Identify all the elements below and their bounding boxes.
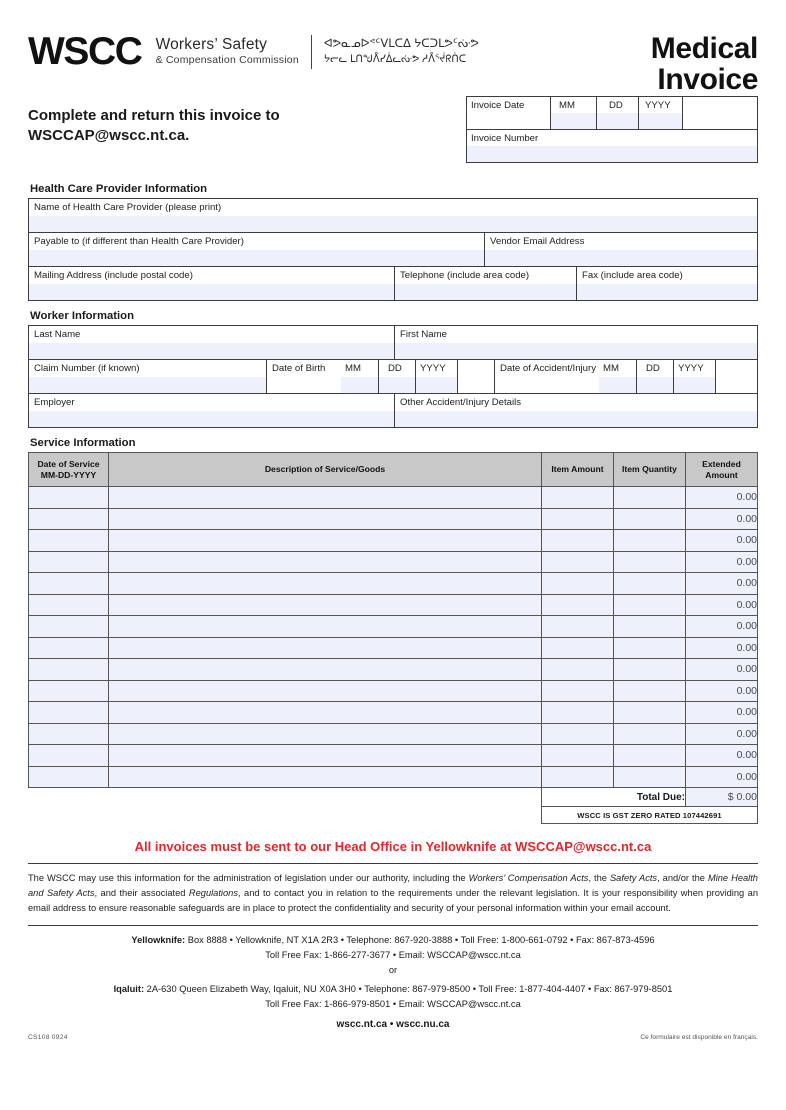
service-row-date[interactable] (29, 616, 109, 638)
dob-yyyy-input (416, 377, 457, 393)
service-row-item-quantity[interactable] (614, 508, 686, 530)
service-row-date[interactable] (29, 637, 109, 659)
provider-information-grid (28, 198, 758, 301)
return-instruction-line-1: Complete and return this invoice to (28, 107, 280, 124)
head-office-notice: All invoices must be sent to our Head Office in Yellowknife at WSCCAP@wscc.nt.ca (134, 839, 652, 854)
syllabics-line-2: ᔭᓕᓚ ᒪᑎᖑᐰᓯᐄᓚᔠᕗ ᓱᐰᕐᔫᖇᑏᑕ (323, 53, 466, 65)
french-availability-note: Ce formulaire est disponible en français. (640, 1034, 758, 1042)
invoice-date-spacer (683, 97, 757, 129)
form-code: CS108 0924 (28, 1034, 68, 1042)
service-row-extended-amount: 0.00 (686, 723, 758, 745)
logo-divider (311, 35, 312, 69)
service-row-description[interactable] (109, 508, 542, 530)
vendor-email-field[interactable] (485, 233, 757, 266)
worker-name-row (29, 326, 757, 360)
office-separator-or: or (388, 965, 398, 976)
service-row-description[interactable] (109, 702, 542, 724)
service-row-item-amount[interactable] (542, 723, 614, 745)
service-row-item-quantity[interactable] (614, 745, 686, 767)
invoice-date-mm-input (551, 113, 596, 129)
page-title-line-2: Invoice (657, 62, 758, 96)
notice-divider (28, 863, 758, 864)
service-row-description[interactable] (109, 766, 542, 788)
claim-number-field[interactable] (29, 360, 267, 393)
service-row-item-quantity[interactable] (614, 702, 686, 724)
service-row-item-amount[interactable] (542, 766, 614, 788)
service-row-item-amount[interactable] (542, 745, 614, 767)
service-row-item-amount[interactable] (542, 702, 614, 724)
service-row-description[interactable] (109, 487, 542, 509)
table-row (29, 745, 758, 767)
service-row-item-quantity[interactable] (614, 766, 686, 788)
logo-syllabics (324, 37, 479, 66)
mailing-address-field[interactable] (29, 267, 395, 300)
service-row-description[interactable] (109, 530, 542, 552)
privacy-i2: Safety Acts (609, 873, 658, 883)
fax-field[interactable] (577, 267, 757, 300)
iqaluit-line-2: Toll Free Fax: 1-866-979-8501 • Email: WSCCAP@wscc.nt.ca (265, 999, 521, 1010)
service-row-date[interactable] (29, 551, 109, 573)
privacy-p3: , and/or the (657, 873, 708, 883)
accident-date-label: Date of Accident/Injury (500, 363, 596, 374)
yellowknife-line-2: Toll Free Fax: 1-866-277-3677 • Email: WSCCAP@wscc.nt.ca (265, 950, 521, 961)
mailing-address-input (29, 284, 394, 300)
worker-section-title: Worker Information (30, 310, 134, 322)
service-row-extended-amount: 0.00 (686, 530, 758, 552)
invoice-date-dd-field[interactable] (597, 97, 639, 129)
dob-dd-label: DD (388, 363, 402, 374)
payable-to-field[interactable] (29, 233, 485, 266)
service-row-item-amount[interactable] (542, 487, 614, 509)
wscc-logo (28, 32, 479, 71)
column-date-of-service (29, 453, 109, 487)
table-row (29, 680, 758, 702)
service-row-item-amount[interactable] (542, 573, 614, 595)
service-row-item-quantity[interactable] (614, 723, 686, 745)
service-row-item-amount[interactable] (542, 594, 614, 616)
table-row (29, 551, 758, 573)
return-and-invoice-row (28, 102, 758, 174)
service-table-body (29, 487, 758, 788)
table-row (29, 659, 758, 681)
column-description: Description of Service/Goods (109, 453, 542, 487)
telephone-label: Telephone (include area code) (400, 270, 530, 281)
service-row-item-quantity[interactable] (614, 594, 686, 616)
accident-mm-label: MM (603, 363, 619, 374)
service-row-extended-amount: 0.00 (686, 508, 758, 530)
service-row-item-quantity[interactable] (614, 530, 686, 552)
service-row-extended-amount: 0.00 (686, 659, 758, 681)
total-spacer-2 (109, 788, 542, 807)
dob-mm-input (341, 377, 378, 393)
other-details-input (395, 411, 757, 427)
invoice-identification-box (466, 96, 758, 163)
column-item-amount: Item Amount (542, 453, 614, 487)
address-contact-row (29, 267, 757, 300)
service-table-head (29, 453, 758, 487)
page-title (651, 32, 758, 95)
invoice-date-yyyy-input (639, 113, 682, 129)
accident-date-label-cell (495, 360, 599, 393)
service-row-date[interactable] (29, 508, 109, 530)
service-row-item-quantity[interactable] (614, 616, 686, 638)
gst-zero-rated-note: WSCC IS GST ZERO RATED 107442691 (542, 807, 758, 824)
column-date-line-2: MM-DD-YYYY (40, 469, 97, 480)
fax-label: Fax (include area code) (582, 270, 683, 281)
table-row (29, 487, 758, 509)
table-row (29, 766, 758, 788)
vendor-email-input (485, 250, 757, 266)
invoice-number-field[interactable] (467, 130, 757, 162)
service-row-date[interactable] (29, 680, 109, 702)
dob-mm-field[interactable] (341, 360, 379, 393)
invoice-date-dd-input (597, 113, 638, 129)
service-row-description[interactable] (109, 637, 542, 659)
table-row (29, 508, 758, 530)
return-instruction-line-2: WSCCAP@wscc.nt.ca. (28, 127, 190, 145)
iqaluit-office (28, 982, 758, 1012)
service-row-extended-amount: 0.00 (686, 594, 758, 616)
service-row-date[interactable] (29, 487, 109, 509)
footer-divider (28, 925, 758, 926)
first-name-input (395, 343, 757, 359)
iqaluit-line-1 (28, 982, 758, 997)
service-row-item-quantity[interactable] (614, 487, 686, 509)
first-name-label: First Name (400, 329, 447, 340)
service-row-item-amount[interactable] (542, 530, 614, 552)
vendor-email-label: Vendor Email Address (490, 236, 585, 247)
service-row-extended-amount: 0.00 (686, 616, 758, 638)
service-row-date[interactable] (29, 594, 109, 616)
total-due-label: Total Due: (542, 788, 686, 807)
dob-dd-field[interactable] (379, 360, 416, 393)
invoice-date-mm-label: MM (559, 100, 575, 111)
service-row-extended-amount: 0.00 (686, 745, 758, 767)
service-row-description[interactable] (109, 594, 542, 616)
worker-information-grid (28, 325, 758, 428)
accident-dd-input (637, 377, 673, 393)
payable-to-input (29, 250, 484, 266)
service-row-description[interactable] (109, 551, 542, 573)
table-row (29, 573, 758, 595)
privacy-i1: Workers’ Compensation Acts (468, 873, 589, 883)
service-row-extended-amount: 0.00 (686, 702, 758, 724)
service-row-item-amount[interactable] (542, 551, 614, 573)
service-row-date[interactable] (29, 530, 109, 552)
gst-note-row (29, 807, 758, 824)
service-row-date[interactable] (29, 766, 109, 788)
invoice-date-yyyy-label: YYYY (645, 100, 671, 111)
dob-mm-label: MM (345, 363, 361, 374)
total-due-row (29, 788, 758, 807)
service-row-extended-amount: 0.00 (686, 551, 758, 573)
gst-spacer-1 (29, 807, 109, 824)
accident-yyyy-input (674, 377, 715, 393)
service-row-item-amount[interactable] (542, 680, 614, 702)
privacy-p1: The WSCC may use this information for the administration of legislation under our authority, including the (28, 873, 469, 883)
service-row-date[interactable] (29, 573, 109, 595)
provider-name-row (29, 199, 757, 233)
service-row-description[interactable] (109, 680, 542, 702)
column-date-line-1: Date of Service (37, 458, 100, 469)
service-row-date[interactable] (29, 723, 109, 745)
privacy-p5: , and to contact you in relation to the requirements under the relevant legislation. It is your responsibility when providing an email address to ensure reasonable safeguards are in place to protect the confidentiality and security of your personal information within your email account. (28, 888, 758, 914)
invoice-date-yyyy-field[interactable] (639, 97, 683, 129)
yellowknife-line-1 (28, 933, 758, 948)
table-row (29, 637, 758, 659)
dob-label-cell (267, 360, 341, 393)
tagline-line-1: Workers’ Safety (155, 36, 268, 54)
first-name-field[interactable] (395, 326, 757, 359)
dob-label: Date of Birth (272, 363, 326, 374)
table-row (29, 616, 758, 638)
accident-yyyy-field[interactable] (674, 360, 716, 393)
employer-label: Employer (34, 397, 75, 408)
dob-spacer (458, 360, 495, 393)
payable-to-label: Payable to (if different than Health Care Provider) (34, 236, 244, 247)
service-row-date[interactable] (29, 745, 109, 767)
yellowknife-label: Yellowknife: (131, 935, 186, 946)
other-details-label: Other Accident/Injury Details (400, 397, 522, 408)
tagline-line-2: & Compensation Commission (155, 54, 299, 67)
service-row-description[interactable] (109, 573, 542, 595)
logo-acronym: WSCC (28, 30, 142, 73)
service-row-item-amount[interactable] (542, 637, 614, 659)
service-row-item-quantity[interactable] (614, 680, 686, 702)
accident-spacer (716, 360, 757, 393)
return-instruction (28, 102, 448, 147)
accident-mm-field[interactable] (599, 360, 637, 393)
invoice-number-row[interactable] (467, 130, 757, 162)
website-links[interactable]: wscc.nt.ca • wscc.nu.ca (336, 1019, 450, 1031)
service-row-description[interactable] (109, 745, 542, 767)
employer-details-row (29, 394, 757, 427)
column-extended-line-1: Extended (702, 458, 741, 469)
privacy-p2: , the (588, 873, 610, 883)
yellowknife-details: Box 8888 • Yellowknife, NT X1A 2R3 • Telephone: 867-920-3888 • Toll Free: 1-800-661-0792 • Fax: 867-873-4596 (185, 935, 655, 946)
table-row (29, 594, 758, 616)
service-row-extended-amount: 0.00 (686, 766, 758, 788)
column-extended-line-2: Amount (705, 469, 738, 480)
service-row-extended-amount: 0.00 (686, 680, 758, 702)
gst-spacer-2 (109, 807, 542, 824)
provider-name-label: Name of Health Care Provider (please print) (34, 202, 222, 213)
service-row-item-quantity[interactable] (614, 573, 686, 595)
total-due-value: $ 0.00 (686, 788, 758, 807)
invoice-date-label: Invoice Date (471, 100, 525, 111)
last-name-input (29, 343, 394, 359)
dob-dd-input (379, 377, 415, 393)
page-header (28, 0, 758, 96)
logo-tagline (156, 36, 299, 67)
fax-input (577, 284, 757, 300)
privacy-p4: , and their associated (94, 888, 189, 899)
service-row-extended-amount: 0.00 (686, 637, 758, 659)
service-row-item-amount[interactable] (542, 616, 614, 638)
payable-to-row (29, 233, 757, 267)
other-details-field[interactable] (395, 394, 757, 427)
service-information-table (28, 452, 758, 824)
iqaluit-details: 2A-630 Queen Elizabeth Way, Iqaluit, NU X0A 3H0 • Telephone: 867-979-8500 • Toll Free: 1-877-404-4407 • Fax: 867-979-8501 (144, 984, 673, 995)
page-title-line-1: Medical (650, 32, 758, 65)
service-row-item-amount[interactable] (542, 659, 614, 681)
accident-dd-label: DD (646, 363, 660, 374)
provider-section-title: Health Care Provider Information (30, 183, 208, 195)
accident-yyyy-label: YYYY (678, 363, 704, 374)
table-row (29, 723, 758, 745)
service-row-item-amount[interactable] (542, 508, 614, 530)
invoice-date-row (467, 97, 757, 130)
privacy-statement (28, 871, 758, 916)
table-row (29, 530, 758, 552)
invoice-date-label-cell (467, 97, 551, 129)
claim-number-input (29, 377, 266, 393)
telephone-input (395, 284, 576, 300)
yellowknife-office (28, 933, 758, 963)
claim-number-label: Claim Number (if known) (34, 363, 140, 374)
invoice-number-label: Invoice Number (471, 133, 539, 144)
privacy-i3: Mine Health and Safety Acts (28, 873, 758, 899)
service-row-item-quantity[interactable] (614, 659, 686, 681)
dob-yyyy-label: YYYY (420, 363, 446, 374)
employer-input (29, 411, 394, 427)
accident-mm-input (599, 377, 636, 393)
last-name-field[interactable] (29, 326, 395, 359)
service-row-description[interactable] (109, 723, 542, 745)
total-spacer-1 (29, 788, 109, 807)
telephone-field[interactable] (395, 267, 577, 300)
last-name-label: Last Name (34, 329, 81, 340)
provider-name-input (29, 216, 757, 232)
invoice-number-input (467, 146, 757, 162)
service-table-foot (29, 788, 758, 824)
claim-and-dates-row (29, 360, 757, 394)
column-extended-amount (686, 453, 758, 487)
service-row-description[interactable] (109, 659, 542, 681)
service-row-date[interactable] (29, 659, 109, 681)
invoice-date-mm-field[interactable] (551, 97, 597, 129)
accident-dd-field[interactable] (637, 360, 674, 393)
privacy-i4: Regulations (188, 888, 238, 899)
mailing-address-label: Mailing Address (include postal code) (34, 270, 193, 281)
column-item-quantity: Item Quantity (614, 453, 686, 487)
syllabics-line-1: ᐊᕗᓇᓄᐅᕝᑦᐯᒪᑕᐃ ᔭᑕᑐᒪᕗᑦᔠᕗ (323, 37, 479, 50)
service-row-date[interactable] (29, 702, 109, 724)
service-row-description[interactable] (109, 616, 542, 638)
form-meta-row (28, 1034, 758, 1050)
provider-name-field[interactable] (29, 199, 757, 232)
table-row (29, 702, 758, 724)
invoice-date-dd-label: DD (609, 100, 623, 111)
service-row-item-quantity[interactable] (614, 637, 686, 659)
service-row-extended-amount: 0.00 (686, 573, 758, 595)
dob-yyyy-field[interactable] (416, 360, 458, 393)
employer-field[interactable] (29, 394, 395, 427)
service-table-header-row (29, 453, 758, 487)
service-section-title: Service Information (30, 437, 136, 449)
service-row-extended-amount: 0.00 (686, 487, 758, 509)
service-row-item-quantity[interactable] (614, 551, 686, 573)
iqaluit-label: Iqaluit: (113, 984, 145, 995)
